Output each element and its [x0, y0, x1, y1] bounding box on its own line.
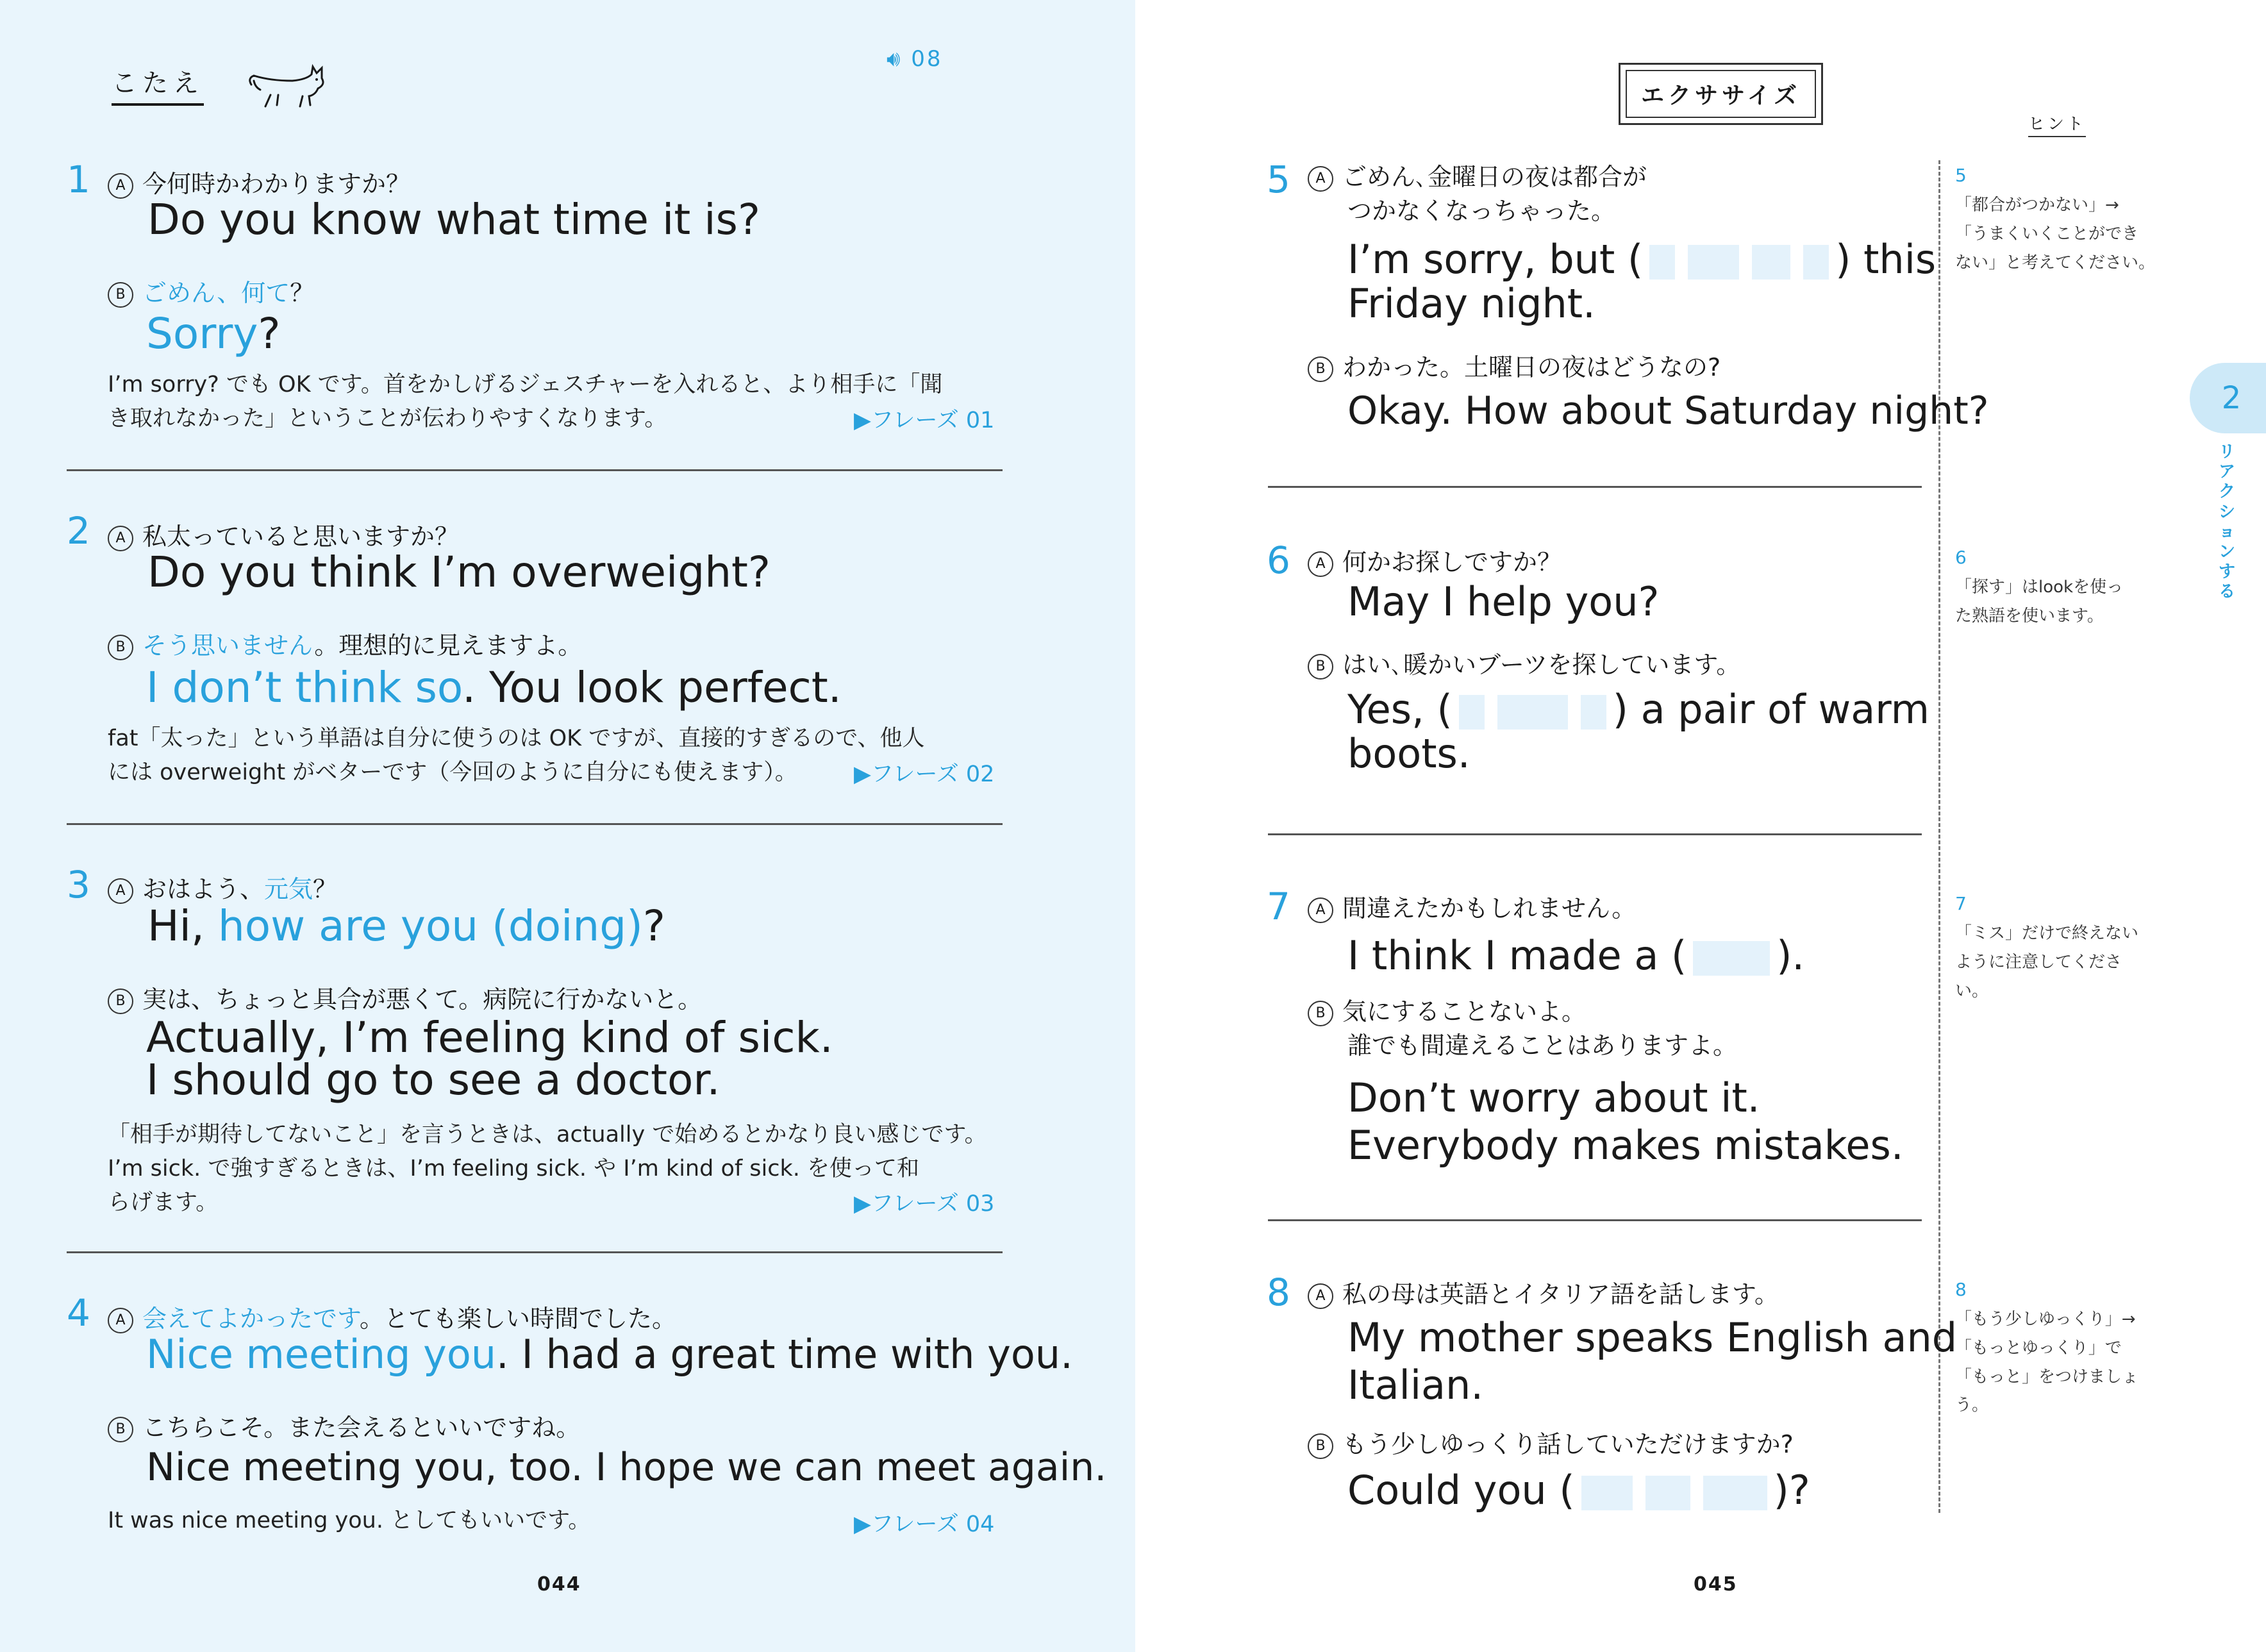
answer-note: I’m sorry? でも OK です。首をかしげるジェスチャーを入れると、より相手に「聞 き取れなかった」ということが伝わりやすくなります。 [108, 372, 943, 432]
cat-illustration-icon [245, 59, 329, 110]
answer-blank[interactable] [1752, 245, 1790, 280]
speaker-b-icon: B [108, 1417, 133, 1442]
answer-blank[interactable] [1645, 1476, 1690, 1510]
phrase-link[interactable]: ▶フレーズ 02 [854, 762, 995, 787]
exercise-a-jp: A 間違えたかもしれません。 [1308, 889, 1636, 924]
phrase-link[interactable]: ▶フレーズ 03 [854, 1191, 995, 1217]
speaker-a-icon: A [1308, 897, 1333, 923]
answer-number: 1 [67, 158, 90, 201]
answer-b-en: Nice meeting you, too. I hope we can meet again. [146, 1445, 1107, 1490]
exercise-number: 7 [1267, 885, 1290, 928]
answer-b-jp: B こちらこそ。また会えるといいですね。 [108, 1408, 580, 1443]
answers-title: こたえ [112, 63, 204, 106]
answer-a-en: Nice meeting you. I had a great time with you. [146, 1331, 1073, 1378]
hint-heading: ヒント [2028, 111, 2086, 137]
exercise-b-jp: B はい､暖かいブーツを探しています。 [1308, 645, 1740, 680]
chapter-tab-label: リアクションする [2219, 442, 2236, 602]
speaker-icon: 🔊︎ [887, 46, 903, 72]
answer-blank[interactable] [1497, 695, 1568, 730]
page-number-right: 045 [1694, 1573, 1738, 1596]
speaker-b-icon: B [1308, 356, 1333, 382]
answer-b-jp: B そう思いません。理想的に見えますよ。 [108, 626, 582, 661]
audio-track-number: 08 [911, 46, 943, 72]
divider [1268, 486, 1922, 488]
exercise-b-jp: B わかった。土曜日の夜はどうなの? [1308, 347, 1720, 383]
exercise-b-en: Don’t worry about it. Everybody makes mistakes. [1347, 1074, 1904, 1169]
answer-a-jp: A 私太っていると思いますか？ [108, 517, 459, 552]
answer-blank[interactable] [1703, 1476, 1767, 1510]
answer-blank[interactable] [1649, 245, 1675, 280]
speaker-a-icon: A [1308, 551, 1333, 577]
divider [1268, 833, 1922, 835]
answer-a-en: Do you know what time it is? [147, 195, 760, 244]
answer-number: 3 [67, 863, 90, 906]
answer-b-en: I don’t think so. You look perfect. [146, 663, 842, 712]
answer-b-en: Actually, I’m feeling kind of sick. I should go to see a doctor. [146, 1013, 833, 1105]
answer-note: It was nice meeting you. としてもいいです。 [108, 1508, 591, 1533]
speaker-a-icon: A [108, 173, 133, 199]
exercise-b-jp: B 気にすることないよ。 誰でも間違えることはありますよ。 [1308, 995, 1737, 1063]
chapter-tab[interactable]: 2 [2190, 363, 2266, 433]
answer-number: 2 [67, 509, 90, 553]
exercise-number: 8 [1267, 1271, 1290, 1314]
exercise-a-jp: A ごめん､金曜日の夜は都合が つかなくなっちゃった。 [1308, 160, 1647, 228]
answer-note: 「相手が期待してないこと」を言うときは、actually で始めるとかなり良い感じです。 I’m sick. で強すぎるときは、I’m feeling sick. や I’m kind of sick. を使って和 らげます。 [108, 1122, 987, 1216]
exercise-a-en: I think I made a ( ). [1347, 932, 1805, 979]
speaker-b-icon: B [108, 635, 133, 660]
speaker-b-icon: B [108, 989, 133, 1014]
exercise-a-en: May I help you? [1347, 578, 1660, 625]
answer-a-jp: A 会えてよかったです。とても楽しい時間でした。 [108, 1299, 676, 1334]
hint-7: 7 「ミス」だけで終えない ように注意してくださ い。 [1955, 893, 2139, 1001]
exercise-b-en: Yes, ( ) a pair of warm boots. [1347, 686, 1930, 778]
divider [67, 469, 1003, 471]
exercise-heading: エクササイズ [1619, 63, 1823, 125]
speaker-b-icon: B [1308, 1001, 1333, 1026]
hint-column-divider [1938, 160, 1940, 1513]
answer-blank[interactable] [1693, 941, 1770, 976]
answer-blank[interactable] [1581, 1476, 1633, 1510]
speaker-a-icon: A [108, 878, 133, 904]
phrase-link[interactable]: ▶フレーズ 01 [854, 408, 995, 433]
answer-a-jp: A 今何時かわかりますか？ [108, 164, 410, 199]
answer-a-en: Do you think I’m overweight? [147, 547, 771, 597]
exercise-a-en: My mother speaks English and Italian. [1347, 1314, 1958, 1409]
speaker-b-icon: B [1308, 654, 1333, 680]
answer-blank[interactable] [1803, 245, 1829, 280]
exercise-a-jp: A 私の母は英語とイタリア語を話します。 [1308, 1274, 1779, 1310]
exercise-b-en: Could you ( )? [1347, 1467, 1810, 1514]
phrase-link[interactable]: ▶フレーズ 04 [854, 1512, 995, 1537]
exercise-a-jp: A 何かお探しですか？ [1308, 542, 1562, 578]
answer-number: 4 [67, 1291, 90, 1335]
speaker-a-icon: A [108, 1308, 133, 1333]
page-number-left: 044 [537, 1573, 581, 1596]
answer-note: fat「太った」という単語は自分に使うのは OK ですが、直接的すぎるので、他人 には overweight がベターです（今回のように自分にも使えます）。 [108, 726, 925, 786]
exercise-number: 6 [1267, 538, 1290, 582]
answer-blank[interactable] [1581, 695, 1606, 730]
hint-6: 6 「探す」はlookを使っ た熟語を使います。 [1955, 547, 2124, 626]
hint-8: 8 「もう少しゆっくり」→ 「もっとゆっくり」で 「もっと」をつけましょ う。 [1955, 1279, 2139, 1415]
answer-blank[interactable] [1688, 245, 1739, 280]
audio-track[interactable] [887, 46, 943, 72]
hint-5: 5 「都合がつかない」→ 「うまくいくことができ ない」と考えてください。 [1955, 165, 2156, 272]
exercise-number: 5 [1267, 158, 1290, 201]
answer-b-jp: B ごめん、何て？ [108, 273, 314, 308]
speaker-b-icon: B [108, 282, 133, 308]
answer-b-en: Sorry? [146, 309, 281, 358]
speaker-a-icon: A [1308, 166, 1333, 192]
divider [67, 1251, 1003, 1253]
exercise-a-en: I’m sorry, but ( ) this Friday night. [1347, 236, 1937, 328]
speaker-b-icon: B [1308, 1433, 1333, 1459]
exercise-b-en: Okay. How about Saturday night? [1347, 388, 1989, 433]
answer-blank[interactable] [1459, 695, 1485, 730]
answer-a-jp: A おはよう、元気？ [108, 869, 337, 905]
speaker-a-icon: A [1308, 1283, 1333, 1309]
speaker-a-icon: A [108, 526, 133, 551]
divider [1268, 1219, 1922, 1221]
divider [67, 823, 1003, 825]
exercise-b-jp: B もう少しゆっくり話していただけますか? [1308, 1424, 1794, 1460]
answer-b-jp: B 実は、ちょっと具合が悪くて。病院に行かないと。 [108, 980, 702, 1015]
answer-a-en: Hi, how are you (doing)? [147, 901, 665, 951]
